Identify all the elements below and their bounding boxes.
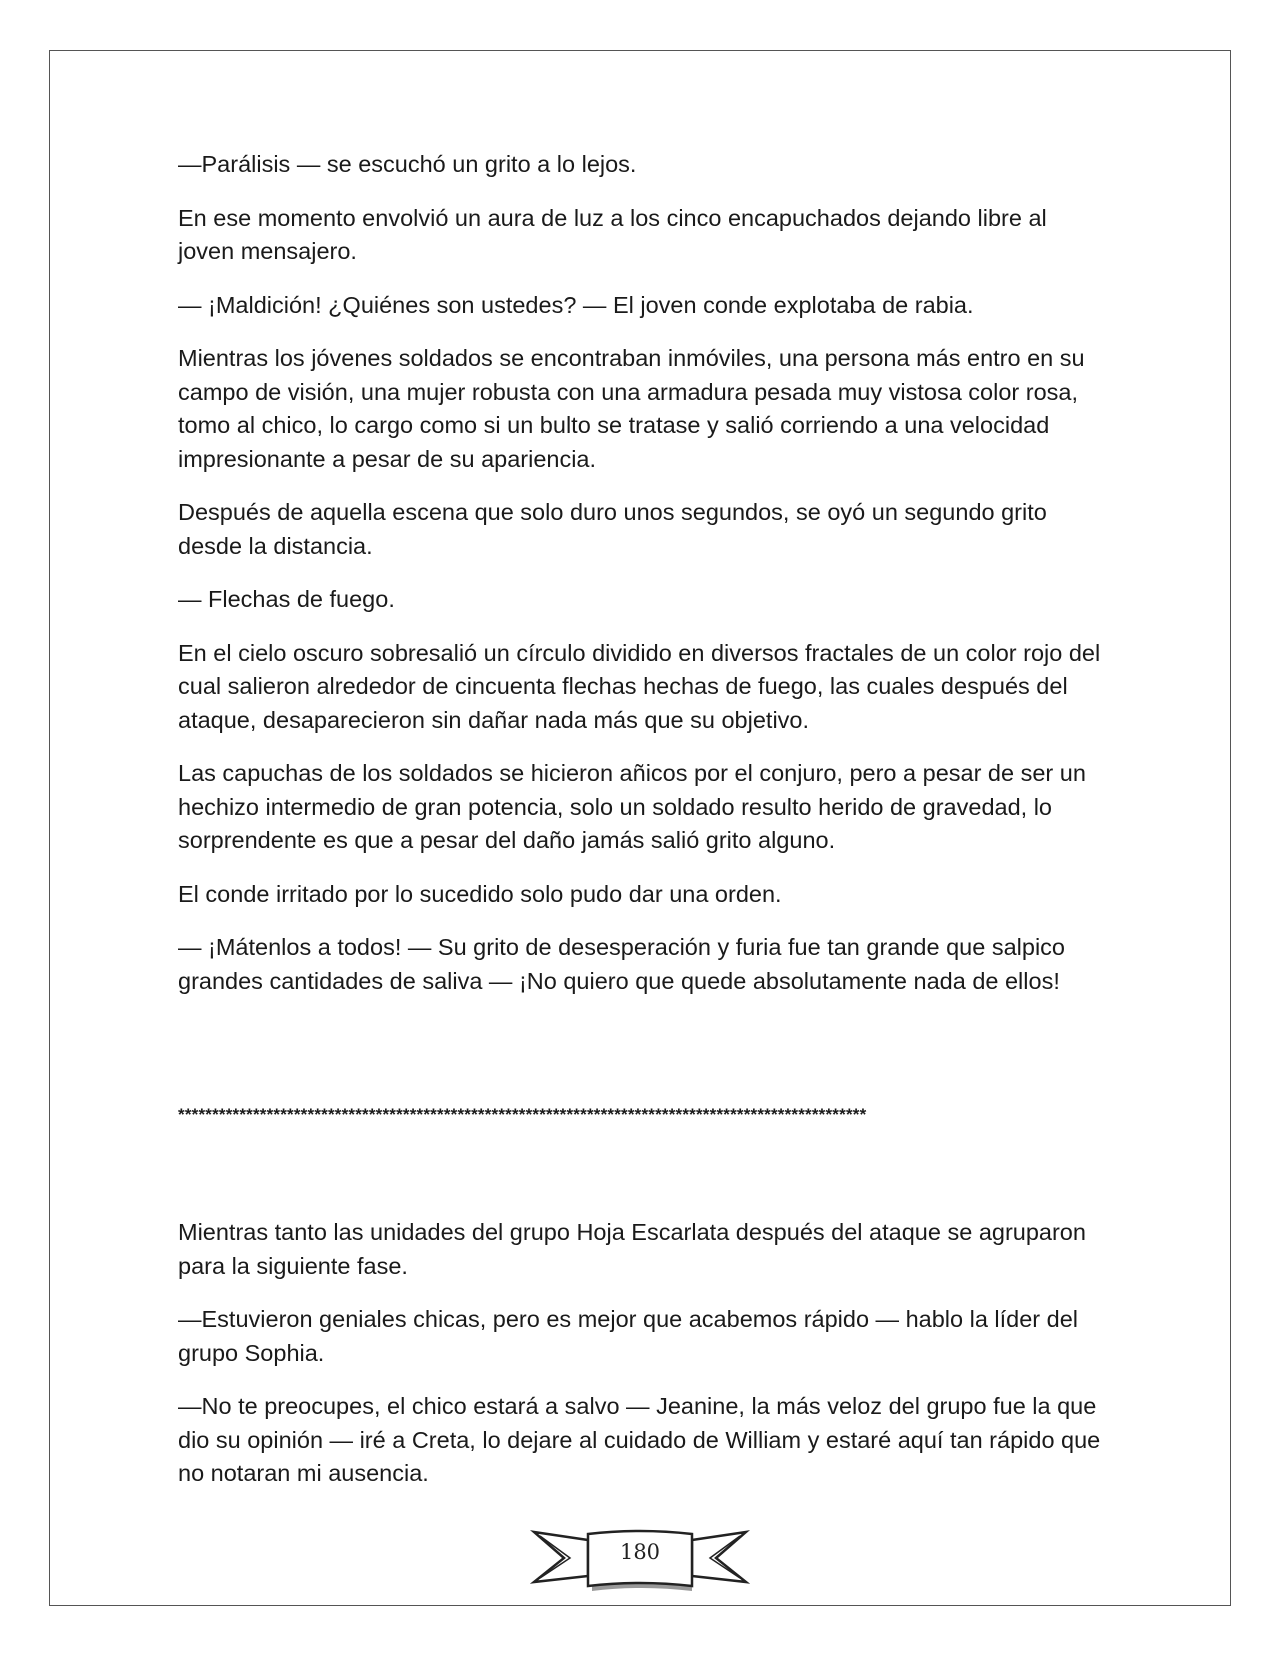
paragraph: —Estuvieron geniales chicas, pero es mejor que acabemos rápido — hablo la líder del grupo Sophia. (178, 1306, 1079, 1366)
paragraph: — Flechas de fuego. (178, 586, 395, 612)
body-text-bottom (178, 1216, 1108, 1511)
paragraph: Las capuchas de los soldados se hicieron añicos por el conjuro, pero a pesar de ser un hechizo intermedio de gran potencia, solo un soldado resulto herido de gravedad, lo sorprendente es que a pesar del daño jamás salió grito alguno. (178, 760, 1086, 853)
paragraph: —Parálisis — se escuchó un grito a lo lejos. (178, 151, 637, 177)
paragraph: El conde irritado por lo sucedido solo pudo dar una orden. (178, 880, 782, 907)
body-text-top (178, 148, 1108, 1018)
paragraph: En el cielo oscuro sobresalió un círculo dividido en diversos fractales de un color rojo del cual salieron alrededor de cincuenta flechas hechas de fuego, las cuales después del ataque, desaparecieron sin dañar nada más que su objetivo. (178, 639, 1101, 733)
paragraph: —No te preocupes, el chico estará a salvo — Jeanine, la más veloz del grupo fue la que dio su opinión — iré a Creta, lo dejare al cuidado de William y estaré aquí tan rápido que no notaran mi ausencia. (178, 1393, 1101, 1486)
paragraph: Mientras los jóvenes soldados se encontraban inmóviles, una persona más entro en su campo de visión, una mujer robusta con una armadura pesada muy vistosa color rosa, tomo al chico, lo cargo como si un bulto se tratase y salió corriendo a una velocidad impresionante a pesar de su apariencia. (178, 345, 1085, 472)
scene-separator: ***************************************************************************************************** (178, 1105, 867, 1124)
paragraph: Mientras tanto las unidades del grupo Hoja Escarlata después del ataque se agruparon para la siguiente fase. (178, 1219, 1086, 1279)
paragraph: En ese momento envolvió un aura de luz a los cinco encapuchados dejando libre al joven mensajero. (178, 204, 1047, 264)
paragraph: Después de aquella escena que solo duro unos segundos, se oyó un segundo grito desde la distancia. (178, 499, 1047, 559)
page-number: 180 (619, 1540, 661, 1564)
paragraph: — ¡Maldición! ¿Quiénes son ustedes? — El joven conde explotaba de rabia. (178, 291, 974, 318)
page-number-ribbon (530, 1518, 750, 1598)
paragraph: — ¡Mátenlos a todos! — Su grito de desesperación y furia fue tan grande que salpico grandes cantidades de saliva — ¡No quiero que quede absolutamente nada de ellos! (178, 934, 1065, 994)
